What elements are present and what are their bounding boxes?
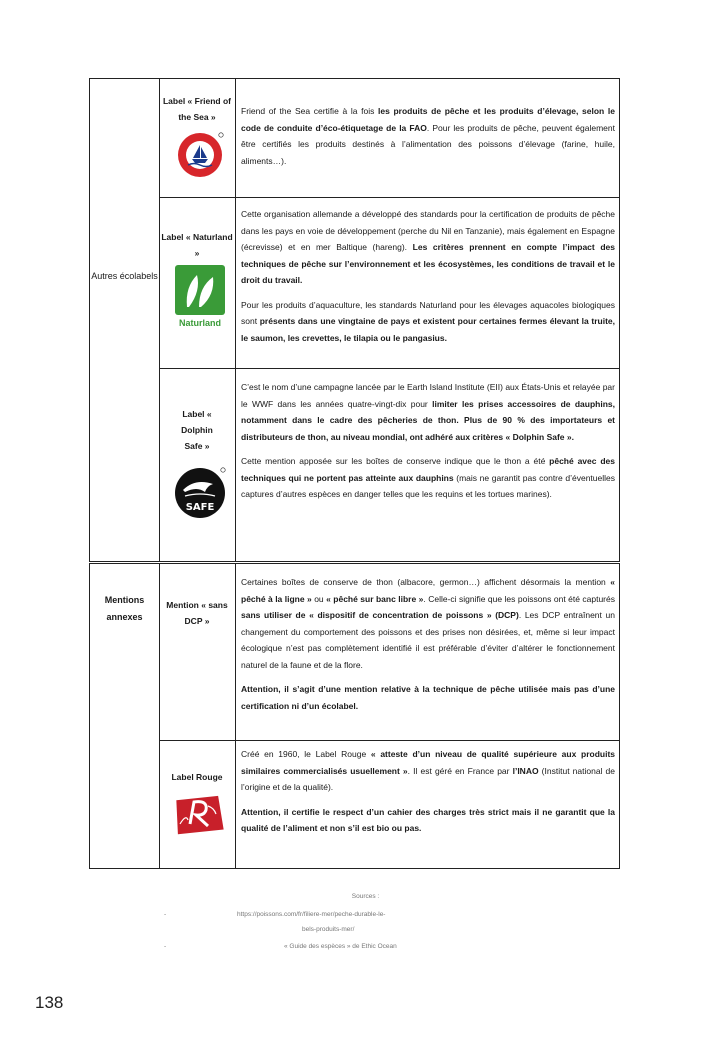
bold-text-run: présents dans une vingtaine de pays et existent pour certaines fermes élevant la truite, le saumon, les crevettes, le tilapia ou le pangasius. — [241, 316, 615, 343]
paragraph — [241, 206, 615, 289]
text-run: Pour les produits d’aquaculture, les standards Naturland pour les élevages aquacoles biologiques sont — [241, 299, 615, 326]
label-friend-of-the-sea: Label « Friend of the Sea » — [162, 96, 231, 122]
mentions-table — [89, 563, 620, 869]
bold-text-run: « pêché sur banc libre » — [326, 593, 424, 604]
description-friend-of-the-sea — [241, 103, 615, 169]
page-number: 138 — [35, 993, 64, 1012]
paragraph — [241, 746, 615, 796]
bold-text-run: « atteste d’un niveau de qualité supérieure aux produits similaires commercialisés usuellement » — [241, 749, 615, 776]
paragraph — [241, 103, 615, 169]
text-run: ou — [311, 593, 327, 604]
text-run: . Celle-ci signifie que les poissons ont été capturés — [423, 593, 615, 604]
bold-text-run: Attention, il s’agit d’une mention relative à la technique de pêche utilisée mais pas d’une certification ni d’un écolabel. — [241, 684, 615, 711]
text-run: . Pour les produits de pêche, peuvent également être certifiés les produits destinés à l’alimentation des poissons d’élevage (farine, huile, aliments…). — [241, 122, 615, 166]
text-run: (mais ne garantit pas contre d’éventuelles captures d’autres espèces en danger telles que les requins et les tortues marines). — [241, 472, 615, 499]
row-divider — [159, 197, 619, 198]
text-run: (Institut national de l’origine et de la qualité). — [241, 765, 616, 792]
text-run: Friend of the Sea certifie à la fois — [241, 106, 378, 116]
description-dolphin-safe — [241, 379, 615, 503]
label-naturland: Label « Naturland » — [161, 232, 233, 258]
column-divider — [159, 79, 160, 561]
bold-text-run: l’INAO — [512, 765, 539, 776]
sources-title: Sources : — [351, 893, 380, 900]
text-run: Cette organisation allemande a développé des standards pour la certification de produits de pêche dans les pays en voie de développement (perche du Nil en Tanzanie), mais également en Espagne (écrevisse) et en mer Baltique (hareng). — [241, 209, 615, 252]
dolphin-safe-logo-icon — [173, 466, 227, 520]
dolphin-safe-logo-text: SAFE — [185, 502, 215, 513]
bold-text-run: Les critères prennent en compte l’impact des techniques de pêche sur l’environnement et les écosystèmes, les conditions de travail et le droit du travail. — [241, 242, 615, 285]
bold-text-run: les produits de pêche et les produits d’élevage, selon le code de conduite d’éco-étiquetage de la FAO — [241, 106, 615, 133]
label-label-rouge: Label Rouge — [171, 772, 223, 782]
text-run: Certaines boîtes de conserve de thon (albacore, germon…) affichent désormais la mention — [241, 577, 611, 587]
bold-text-run: limiter les prises accessoires de dauphins, notamment dans le cadre des pêcheries de thon. Plus de 90 % des importateurs et distributeurs de thon, au niveau mondial, ont adhéré aux critères « Dolphin Safe ». — [241, 398, 615, 442]
description-sans-dcp — [241, 574, 615, 714]
column-divider — [235, 564, 236, 868]
ecolabels-table — [89, 78, 620, 562]
description-naturland — [241, 206, 615, 346]
text-run: Cette mention apposée sur les boîtes de conserve indique que le thon a été — [241, 456, 550, 466]
naturland-logo-text: Naturland — [178, 318, 221, 328]
text-run: Créé en 1960, le Label Rouge — [241, 749, 371, 759]
bold-text-run: sans utiliser de « dispositif de concentration de poissons » (DCP) — [241, 610, 519, 620]
bullet-dash: - — [164, 911, 167, 918]
category-autres-ecolabels: Autres écolabels — [91, 271, 158, 281]
source-link-line: https://poissons.com/fr/filiere-mer/peche-durable-le- — [237, 911, 386, 918]
friend-of-the-sea-logo-icon — [176, 131, 224, 179]
paragraph — [241, 297, 615, 347]
source-link-line: bels-produits-mer/ — [302, 926, 355, 933]
description-label-rouge — [241, 746, 615, 837]
row-divider — [159, 368, 619, 369]
paragraph — [241, 804, 615, 837]
text-run: . Les DCP entraînent un changement du comportement des poissons et des prises non désirées, et, même si leur impact écologique n’est pas complètement identifié il est préférable d’éviter d’altérer le fonctionnement naturel de la faune et de la flore. — [241, 610, 615, 670]
label-sans-dcp: Mention « sans DCP » — [166, 600, 228, 626]
column-divider — [235, 79, 236, 561]
text-run: C’est le nom d’une campagne lancée par le Earth Island Institute (EII) aux États-Unis et relayée par le WWF dans les années quatre-vingt-dix pour — [241, 382, 615, 409]
bold-text-run: pêché avec des techniques qui ne portent pas atteinte aux dauphins — [241, 456, 615, 483]
text-run: . Il est géré en France par — [407, 765, 513, 776]
paragraph — [241, 681, 615, 714]
bullet-dash: - — [164, 943, 167, 950]
paragraph — [241, 379, 615, 445]
bold-text-run: Attention, il certifie le respect d’un cahier des charges très strict mais il ne garantit que la qualité de l’aliment et non s’il est bio ou pas. — [241, 806, 615, 833]
source-guide-line: « Guide des espèces » de Ethic Ocean — [284, 943, 397, 950]
bold-text-run: « pêché à la ligne » — [241, 577, 615, 604]
label-rouge-logo-icon — [172, 794, 226, 836]
row-divider — [159, 740, 619, 741]
naturland-logo-icon — [175, 265, 225, 327]
category-mentions-annexes: Mentions annexes — [104, 595, 145, 622]
paragraph — [241, 574, 615, 673]
label-dolphin-safe: Label « Dolphin Safe » — [181, 409, 213, 451]
paragraph — [241, 453, 615, 503]
